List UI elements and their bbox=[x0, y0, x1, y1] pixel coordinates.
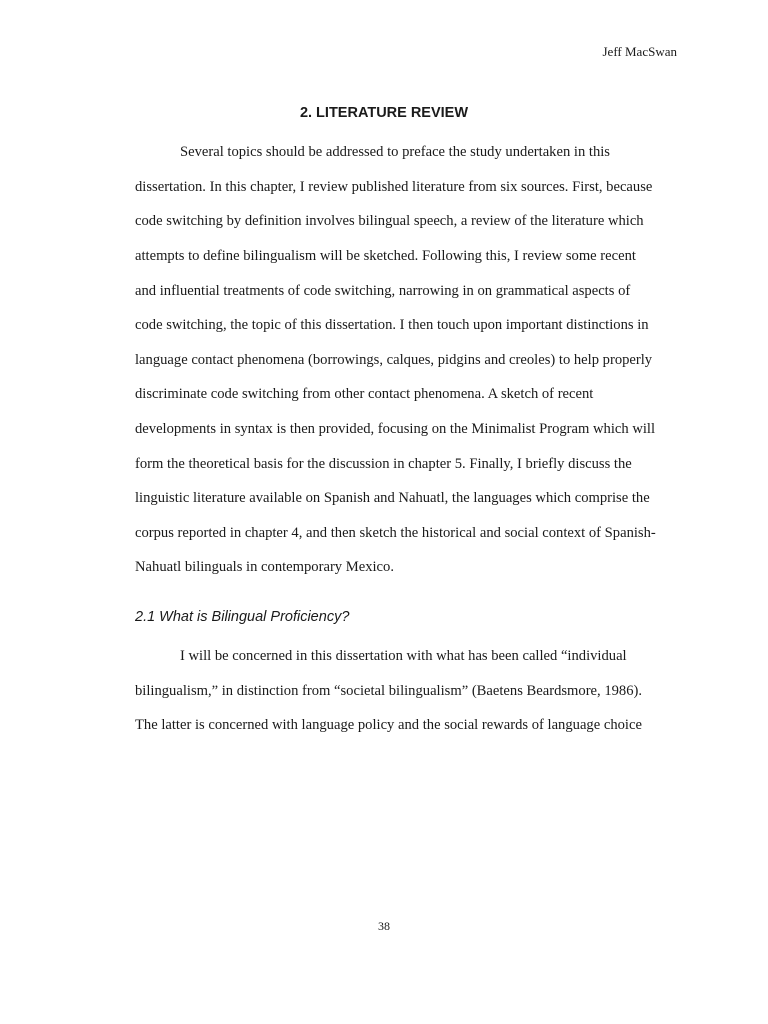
paragraph-line: and influential treatments of code switching, narrowing in on grammatical aspects of bbox=[135, 283, 631, 299]
paragraph-line: Nahuatl bilinguals in contemporary Mexico. bbox=[135, 559, 394, 575]
section-heading: 2.1 What is Bilingual Proficiency? bbox=[135, 609, 350, 625]
chapter-title: 2. LITERATURE REVIEW bbox=[299, 105, 469, 121]
paragraph-line: discriminate code switching from other contact phenomena. A sketch of recent bbox=[135, 386, 594, 402]
paragraph-line: bilingualism,” in distinction from “societal bilingualism” (Baetens Beardsmore, 1986). bbox=[135, 683, 643, 699]
paragraph-line: developments in syntax is then provided, focusing on the Minimalist Program which will bbox=[135, 421, 656, 437]
paragraph-line: linguistic literature available on Spanish and Nahuatl, the languages which comprise the bbox=[135, 490, 650, 506]
page-number: 38 bbox=[378, 919, 390, 933]
paragraph-line: code switching by definition involves bilingual speech, a review of the literature which bbox=[135, 213, 644, 229]
paragraph-line: The latter is concerned with language policy and the social rewards of language choice bbox=[135, 717, 642, 733]
running-header-author: Jeff MacSwan bbox=[602, 44, 677, 59]
paragraph-line: language contact phenomena (borrowings, calques, pidgins and creoles) to help properly bbox=[135, 352, 653, 368]
paragraph-line: I will be concerned in this dissertation with what has been called “individual bbox=[180, 648, 627, 664]
paragraph-line: attempts to define bilingualism will be sketched. Following this, I review some recent bbox=[135, 248, 636, 264]
paragraph-line: form the theoretical basis for the discussion in chapter 5. Finally, I briefly discuss the bbox=[135, 456, 632, 472]
paragraph-line: code switching, the topic of this dissertation. I then touch upon important distinctions in bbox=[135, 317, 649, 333]
paragraph-line: Several topics should be addressed to preface the study undertaken in this bbox=[180, 144, 610, 160]
paragraph-line: dissertation. In this chapter, I review published literature from six sources. First, because bbox=[135, 179, 653, 195]
paragraph-line: corpus reported in chapter 4, and then sketch the historical and social context of Spanish- bbox=[135, 525, 656, 541]
